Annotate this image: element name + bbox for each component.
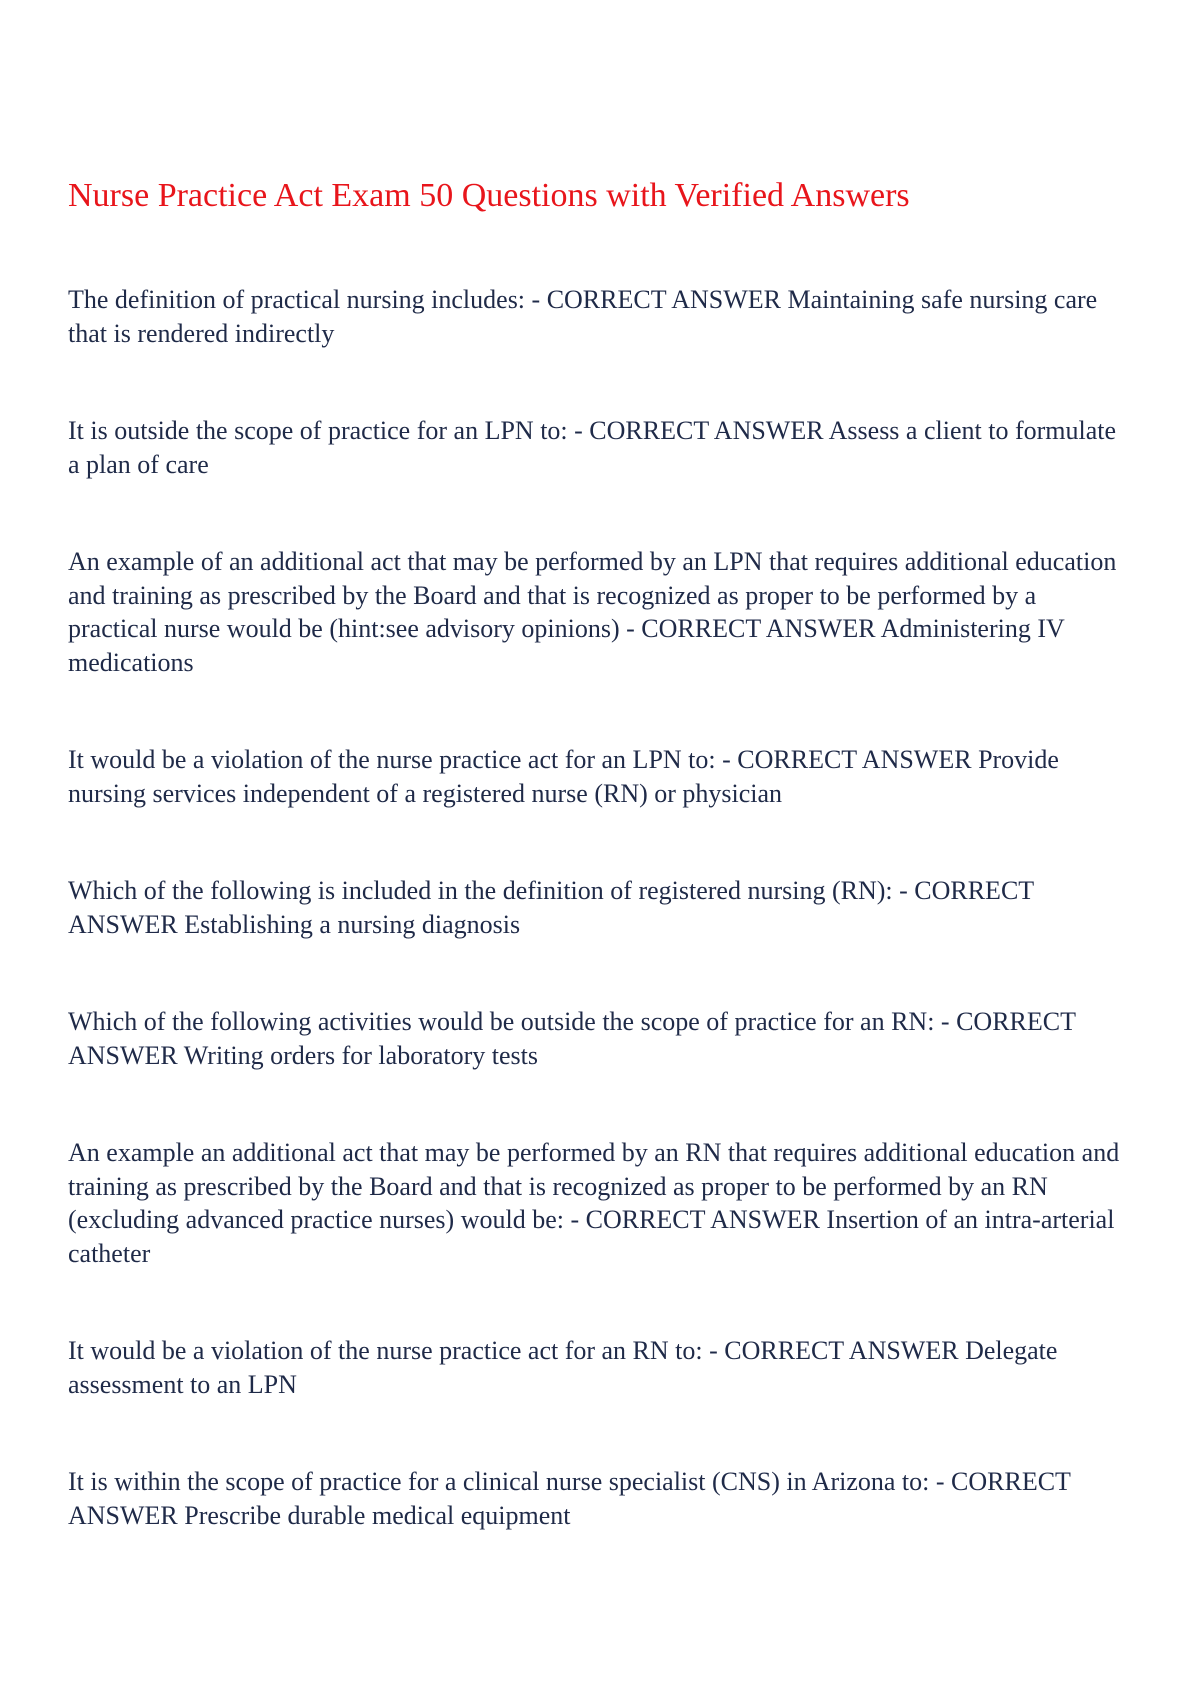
qa-item-6: Which of the following activities would be outside the scope of practice for an RN: - CORRECT ANSWER Writing orders for laboratory tests bbox=[68, 1007, 1076, 1070]
qa-item-3: An example of an additional act that may be performed by an LPN that requires additional education and training as prescribed by the Board and that is recognized as proper to be performed by a practical nurse would be (hint:see advisory opinions) - CORRECT ANSWER Administering IV medications bbox=[68, 547, 1117, 677]
qa-item-4: It would be a violation of the nurse practice act for an LPN to: - CORRECT ANSWER Provide nursing services independent of a registered nurse (RN) or physician bbox=[68, 745, 1059, 808]
qa-item-9: It is within the scope of practice for a clinical nurse specialist (CNS) in Arizona to: - CORRECT ANSWER Prescribe durable medical equipment bbox=[68, 1467, 1071, 1530]
qa-item-7: An example an additional act that may be performed by an RN that requires additional education and training as prescribed by the Board and that is recognized as proper to be performed by an RN (excluding advanced practice nurses) would be: - CORRECT ANSWER Insertion of an intra-arterial catheter bbox=[68, 1138, 1120, 1268]
qa-item-1: The definition of practical nursing includes: - CORRECT ANSWER Maintaining safe nursing care that is rendered indirectly bbox=[68, 285, 1098, 348]
qa-item-5: Which of the following is included in the definition of registered nursing (RN): - CORRECT ANSWER Establishing a nursing diagnosis bbox=[68, 876, 1034, 939]
qa-list bbox=[68, 283, 1128, 1596]
qa-item-2: It is outside the scope of practice for an LPN to: - CORRECT ANSWER Assess a client to formulate a plan of care bbox=[68, 416, 1117, 479]
document-title: Nurse Practice Act Exam 50 Questions with Verified Answers bbox=[68, 177, 910, 214]
qa-item-8: It would be a violation of the nurse practice act for an RN to: - CORRECT ANSWER Delegate assessment to an LPN bbox=[68, 1336, 1058, 1399]
